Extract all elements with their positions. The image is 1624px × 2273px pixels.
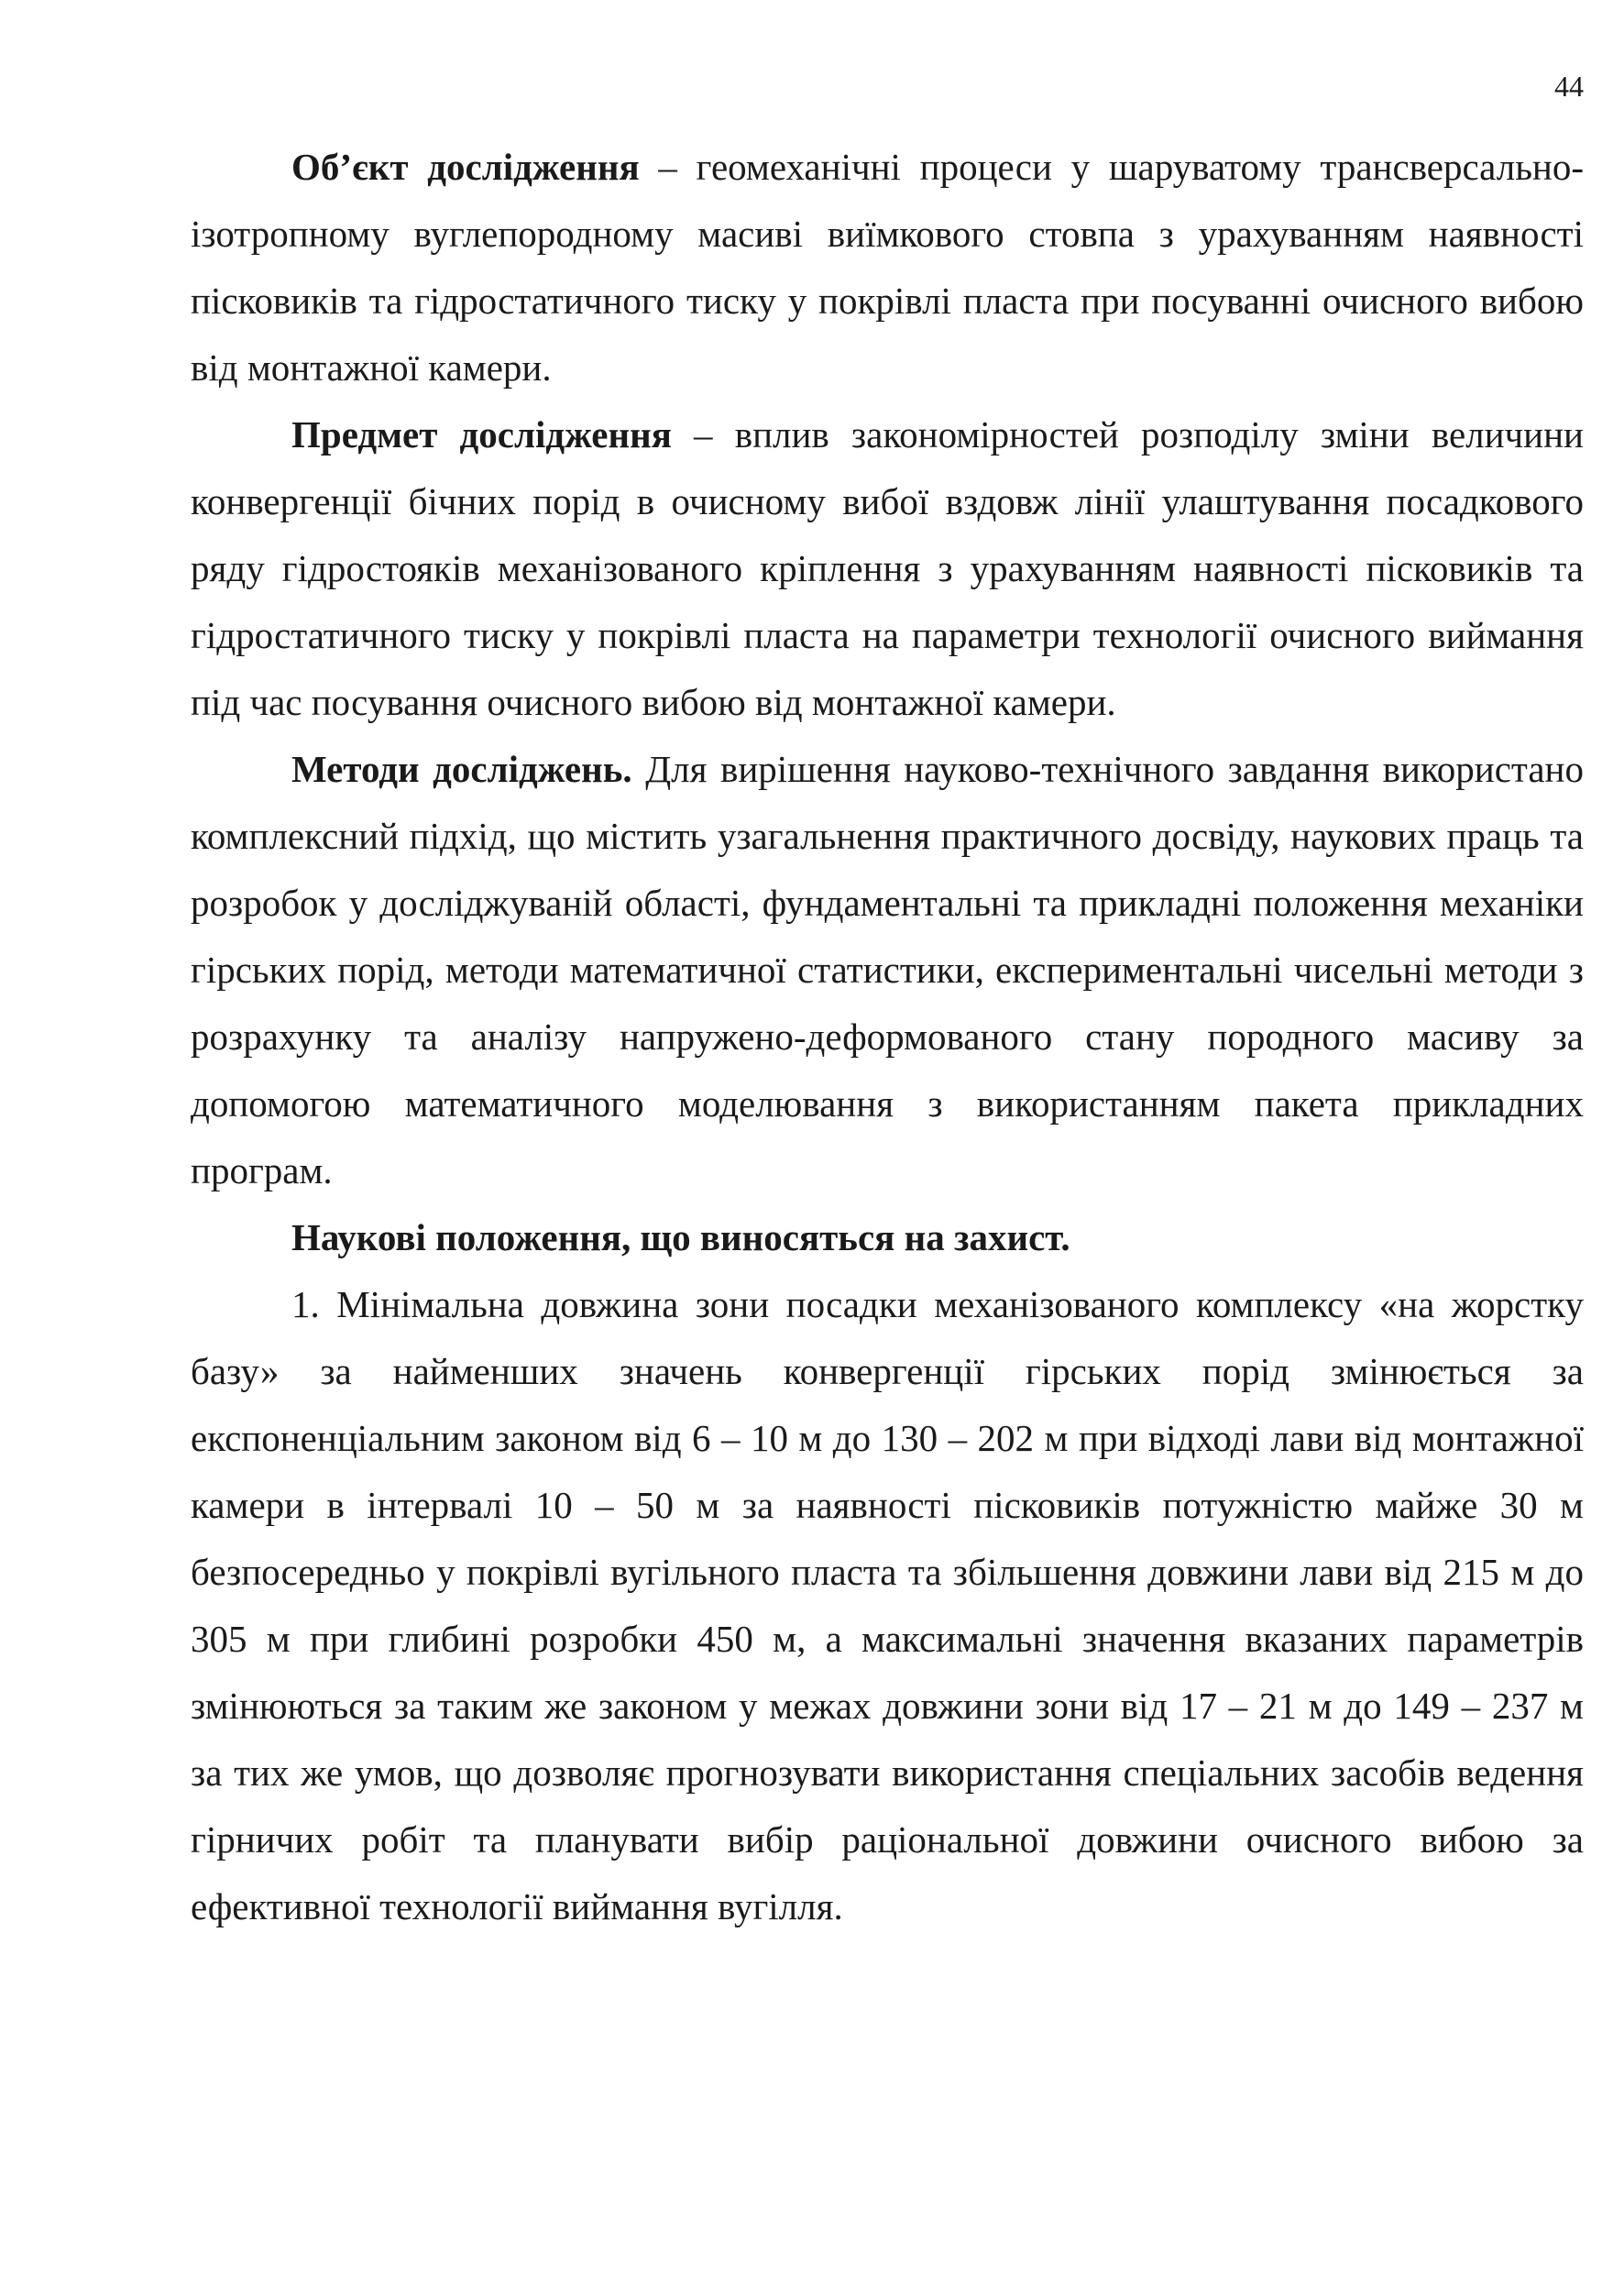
research-subject-lead: Предмет дослідження — [291, 413, 672, 456]
paragraph-research-methods — [191, 736, 1584, 1204]
research-object-text: – геомеханічні процеси у шаруватому трансверсально-ізотропному вуглепородному масиві виїмкового стовпа з урахуванням наявності пісковиків та гідростатичного тиску у покрівлі пласта при посуванні очисного вибою від монтажної камери. — [191, 146, 1584, 389]
research-methods-lead: Методи досліджень. — [291, 748, 632, 790]
research-methods-text: Для вирішення науково-технічного завдання використано комплексний підхід, що містить узагальнення практичного досвіду, наукових праць та розробок у досліджуваній області, фундаментальні та прикладні положення механіки гірських порід, методи математичної статистики, експериментальні чисельні методи з розрахунку та аналізу напружено-деформованого стану породного масиву за допомогою математичного моделювання з використанням пакета прикладних програм. — [191, 748, 1584, 1191]
paragraph-research-object — [191, 134, 1584, 401]
page-body — [191, 134, 1584, 1940]
page-number: 44 — [1554, 70, 1584, 103]
research-subject-text: – вплив закономірностей розподілу зміни величини конвергенції бічних порід в очисному вибої вздовж лінії улаштування посадкового ряду гідростояків механізованого кріплення з урахуванням наявності пісковиків та гідростатичного тиску у покрівлі пласта на параметри технології очисного виймання під час посування очисного вибою від монтажної камери. — [191, 413, 1584, 723]
section-heading: Наукові положення, що виносяться на захист. — [291, 1216, 1070, 1258]
scientific-statement-1: 1. Мінімальна довжина зони посадки механізованого комплексу «на жорстку базу» за найменших значень конвергенції гірських порід змінюється за експоненціальним законом від 6 – 10 м до 130 – 202 м при відході лави від монтажної камери в інтервалі 10 – 50 м за наявності пісковиків потужністю майже 30 м безпосередньо у покрівлі вугільного пласта та збільшення довжини лави від 215 м до 305 м при глибині розробки 450 м, а максимальні значення вказаних параметрів змінюються за таким же законом у межах довжини зони від 17 – 21 м до 149 – 237 м за тих же умов, що дозволяє прогнозувати використання спеціальних засобів ведення гірничих робіт та планувати вибір раціональної довжини очисного вибою за ефективної технології виймання вугілля. — [191, 1283, 1584, 1927]
research-object-lead: Об’єкт дослідження — [291, 146, 640, 188]
paragraph-research-subject — [191, 401, 1584, 736]
